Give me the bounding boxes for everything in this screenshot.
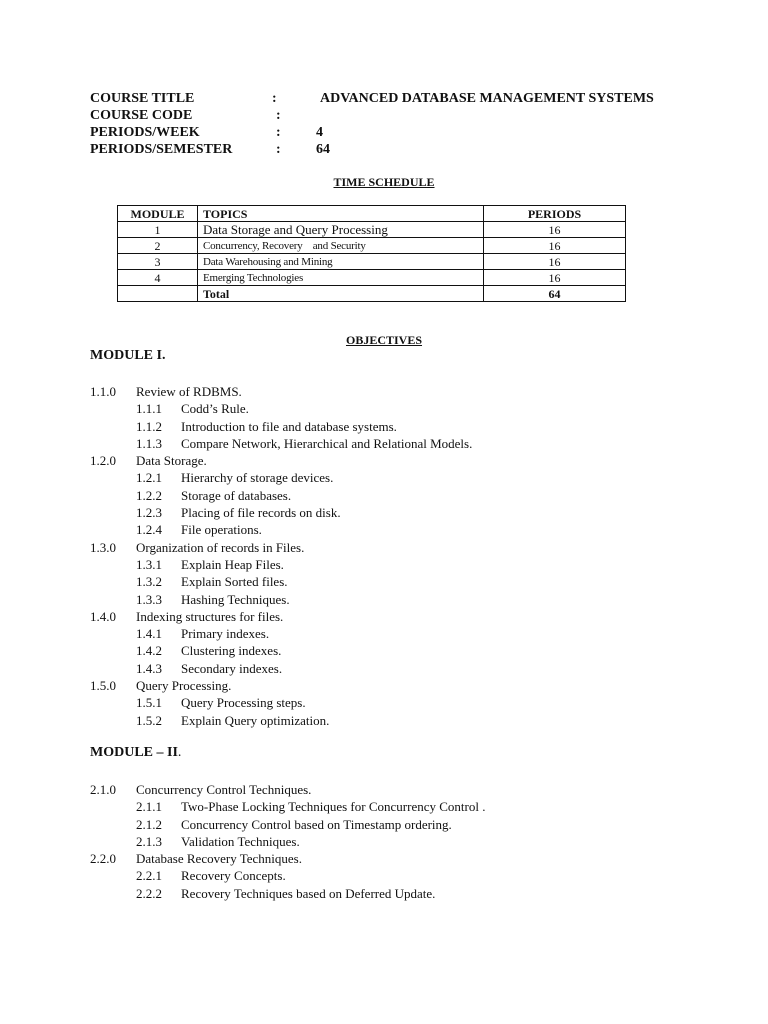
objective-number: 1.3.0 (90, 539, 116, 555)
list-item (90, 573, 730, 590)
objective-text: Introduction to file and database systems. (181, 418, 397, 434)
list-item (90, 487, 730, 504)
objective-number: 1.4.1 (136, 626, 162, 642)
list-item (90, 556, 730, 573)
objective-text: Compare Network, Hierarchical and Relational Models. (181, 435, 473, 451)
objective-text: Recovery Concepts. (181, 868, 286, 884)
total-label: Total (198, 286, 484, 302)
list-item (90, 660, 730, 677)
module-cell: 3 (118, 254, 198, 270)
objective-number: 2.1.1 (136, 799, 162, 815)
periods-cell: 16 (484, 222, 626, 238)
header-colon: : (276, 108, 281, 123)
list-item (90, 539, 730, 556)
objective-number: 1.1.2 (136, 418, 162, 434)
header-value: 4 (316, 125, 323, 140)
objective-text: Hashing Techniques. (181, 591, 290, 607)
objective-number: 1.1.0 (90, 384, 116, 399)
table-row (118, 238, 626, 254)
total-periods: 64 (484, 286, 626, 302)
header-colon: : (272, 91, 277, 106)
periods-cell: 16 (484, 270, 626, 286)
objective-number: 1.5.2 (136, 712, 162, 728)
table-row (118, 254, 626, 270)
objective-number: 1.3.1 (136, 556, 162, 572)
list-item (90, 833, 730, 850)
list-item (90, 452, 730, 469)
topic-cell: Data Warehousing and Mining (198, 254, 484, 270)
module-1-heading: MODULE I. (90, 348, 166, 363)
list-item (90, 867, 730, 884)
objective-number: 1.5.1 (136, 695, 162, 711)
list-item (90, 642, 730, 659)
objective-number: 1.1.3 (136, 435, 162, 451)
column-header: MODULE (118, 206, 198, 222)
list-item (90, 400, 730, 417)
objective-number: 1.1.1 (136, 401, 162, 417)
objective-text: Explain Heap Files. (181, 556, 284, 572)
objective-text: Query Processing. (136, 678, 232, 694)
header-colon: : (276, 142, 281, 157)
objective-number: 1.4.3 (136, 660, 162, 676)
header-label: COURSE TITLE (90, 91, 195, 106)
objective-text: Explain Query optimization. (181, 712, 330, 728)
objective-number: 2.1.2 (136, 816, 162, 832)
column-header: PERIODS (484, 206, 626, 222)
topic-cell: Emerging Technologies (198, 270, 484, 286)
objective-text: Primary indexes. (181, 626, 270, 642)
objective-text: Clustering indexes. (181, 643, 282, 659)
objective-number: 1.2.1 (136, 470, 162, 486)
table-row (118, 222, 626, 238)
list-item (90, 625, 730, 642)
module-cell: 2 (118, 238, 198, 254)
objective-text: Query Processing steps. (181, 695, 306, 711)
header-label: PERIODS/WEEK (90, 125, 200, 140)
module-1-objectives (90, 383, 730, 729)
objective-text: Placing of file records on disk. (181, 505, 341, 521)
list-item (90, 798, 730, 815)
module-cell: 1 (118, 222, 198, 238)
module-2-title: MODULE – II (90, 745, 178, 760)
list-item (90, 383, 730, 400)
table-total-row (118, 286, 626, 302)
objective-text: Review of RDBMS. (136, 384, 242, 399)
objective-number: 1.2.0 (90, 453, 116, 469)
list-item (90, 885, 730, 902)
list-item (90, 469, 730, 486)
objective-number: 1.2.2 (136, 487, 162, 503)
list-item (90, 850, 730, 867)
module-cell: 4 (118, 270, 198, 286)
objective-text: Organization of records in Files. (136, 539, 305, 555)
module-2-heading (90, 745, 181, 761)
module-cell (118, 286, 198, 302)
course-header (90, 90, 690, 158)
objective-text: Data Storage. (136, 453, 207, 469)
objective-text: Indexing structures for files. (136, 608, 284, 624)
objective-number: 2.1.3 (136, 833, 162, 849)
list-item (90, 712, 730, 729)
objective-number: 2.1.0 (90, 782, 116, 797)
list-item (90, 677, 730, 694)
objective-number: 1.5.0 (90, 678, 116, 694)
objective-number: 2.2.1 (136, 868, 162, 884)
header-row-course-code (90, 107, 690, 124)
objective-text: Explain Sorted files. (181, 574, 288, 590)
objective-number: 2.2.2 (136, 885, 162, 901)
time-schedule-title: TIME SCHEDULE (333, 175, 435, 189)
header-row-periods-semester (90, 141, 690, 158)
objective-text: Codd’s Rule. (181, 401, 249, 417)
objective-number: 1.2.3 (136, 505, 162, 521)
objective-text: Two-Phase Locking Techniques for Concurrency Control . (181, 799, 486, 815)
objectives-title: OBJECTIVES (345, 333, 423, 347)
table-row (118, 270, 626, 286)
objective-text: Recovery Techniques based on Deferred Update. (181, 885, 436, 901)
topic-cell: Data Storage and Query Processing (198, 222, 484, 238)
topic-cell: Concurrency, Recovery and Security (198, 238, 484, 254)
list-item (90, 521, 730, 538)
objective-number: 1.3.3 (136, 591, 162, 607)
column-header: TOPICS (198, 206, 484, 222)
list-item (90, 694, 730, 711)
header-value: ADVANCED DATABASE MANAGEMENT SYSTEMS (320, 91, 654, 106)
header-row-course-title (90, 90, 690, 107)
list-item (90, 418, 730, 435)
objective-text: Storage of databases. (181, 487, 292, 503)
header-colon: : (276, 125, 281, 140)
objective-number: 1.3.2 (136, 574, 162, 590)
objective-text: Concurrency Control Techniques. (136, 782, 312, 797)
header-label: COURSE CODE (90, 108, 193, 123)
module-2-title-suffix: . (177, 745, 182, 760)
module-2-objectives (90, 781, 730, 902)
table-header-row (118, 206, 626, 222)
list-item (90, 816, 730, 833)
header-label: PERIODS/SEMESTER (90, 142, 233, 157)
list-item (90, 781, 730, 798)
objective-number: 2.2.0 (90, 851, 116, 867)
objective-text: Validation Techniques. (181, 833, 300, 849)
objective-number: 1.4.2 (136, 643, 162, 659)
header-row-periods-week (90, 124, 690, 141)
list-item (90, 435, 730, 452)
objective-text: Database Recovery Techniques. (136, 851, 302, 867)
periods-cell: 16 (484, 254, 626, 270)
objective-number: 1.2.4 (136, 522, 162, 538)
list-item (90, 608, 730, 625)
objective-text: Hierarchy of storage devices. (181, 470, 334, 486)
objective-text: File operations. (181, 522, 262, 538)
list-item (90, 504, 730, 521)
list-item (90, 591, 730, 608)
objective-text: Secondary indexes. (181, 660, 283, 676)
objective-number: 1.4.0 (90, 608, 116, 624)
periods-cell: 16 (484, 238, 626, 254)
objective-text: Concurrency Control based on Timestamp ordering. (181, 816, 452, 832)
header-value: 64 (316, 142, 330, 157)
time-schedule-table (117, 205, 626, 302)
